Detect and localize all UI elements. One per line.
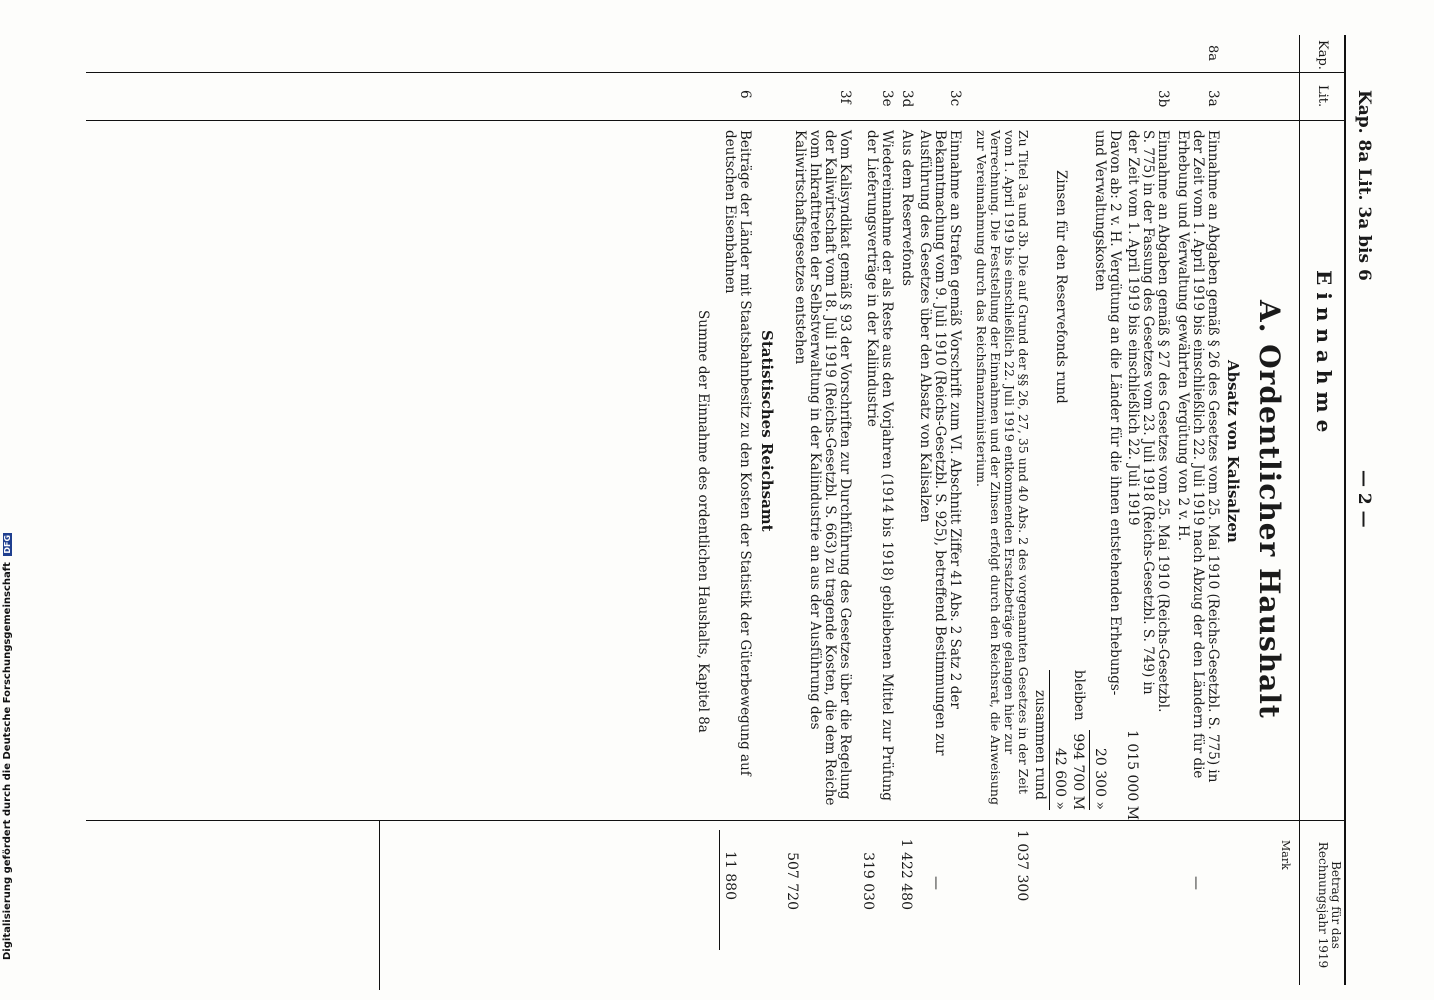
lit-column-header: Lit. xyxy=(1315,85,1330,108)
entry-3b-amount: 1 037 300 xyxy=(1014,830,1030,902)
page-number: — 2 — xyxy=(1354,470,1374,528)
entry-3a-text: Einnahme an Abgaben gemäß § 26 des Gesetzes vom 25. Mai 1910 (Reichs-Gesetzbl. S. 775) in der Zeit vom 1. April 1919 bis einschließlich 22. Juli 1919 nach Abzug der den Ländern für die Erhebung und Verwaltung gewährten Vergütung von 2 v. H. xyxy=(1175,130,1221,783)
entry-3b-text: Einnahme an Abgaben gemäß § 27 des Gesetzes vom 25. Mai 1910 (Reichs-Gesetzbl. S. 775) in der Fassung des Gesetzes vom 23. Juli 1918 (Reichs-Gesetzbl. S. 749) in der Zeit vom 1. April 1919 bis einschließlich 22. Juli 1919 xyxy=(1125,130,1171,713)
entry-3c-amount: — xyxy=(928,876,944,890)
sum-rule xyxy=(1049,670,1050,810)
entry-3e-amount: 319 030 xyxy=(860,852,876,910)
entry-3b-deduction-text: Davon ab: 2 v. H. Vergütung an die Länder für die ihnen entstehenden Erhebungs- und Verwaltungskosten xyxy=(1092,130,1123,696)
entry-3c-text: Einnahme an Strafen gemäß Vorschrift zum VI. Abschnitt Ziffer 41 Abs. 2 Satz 2 der Bekanntmachung vom 9. Juli 1910 (Reichs-Gesetzbl. S. 925), betreffend Bestimmungen zur Ausführung des Gesetzes über den Absatz von Kalisalzen xyxy=(917,130,963,756)
dfg-logo: DFG xyxy=(3,534,12,554)
entry-3d-text: Aus dem Reservefonds xyxy=(899,130,915,286)
zinsen-text: Zinsen für den Reservefonds rund xyxy=(1053,170,1069,404)
lit-6: 6 xyxy=(737,90,753,99)
chapter-number: 8a xyxy=(1205,45,1220,62)
entry-3f-text: Vom Kalisyndikat gemäß § 93 der Vorschriften zur Durchführung des Gesetzes über die Regelung der Kaliwirtschaft vom 18. Juli 1919 (Reichs-Gesetzbl. S. 663) zu tragende Kosten, die dem Reiche vom Inkrafttreten der Selbstverwaltung in der Kaliindustrie an aus der Ausführung des Kaliwirtschaftsgesetzes entstehen xyxy=(792,130,853,806)
lit-3a: 3a xyxy=(1205,90,1221,107)
entry-6-amount: 11 880 xyxy=(722,851,738,900)
chapter-reference: Kap. 8a Lit. 3a bis 6 xyxy=(1354,90,1374,281)
entry-3b-remaining: 994 700 M xyxy=(1070,733,1086,810)
digitization-credit xyxy=(2,0,18,960)
amount-column-divider xyxy=(86,820,1346,821)
note-3a-3b: Zu Titel 3a und 3b. Die auf Grund der §§ 26, 27, 35 und 40 Abs. 2 des vorgenannten Gesetzes in der Zeit vom 1. April 1919 bis einschließlich 22. Juli 1919 entkommenden Ersatzbeträge gelangen hier zur Verrechnung. Die Feststellung der Einnahmen und der Zinsen erfolgt durch den Reichsrat, die Anweisung zur Vereinnahmung durch das Reichsfinanzministerium. xyxy=(974,130,1031,805)
lit-column-divider xyxy=(86,120,1346,121)
entry-3f-amount: 507 720 xyxy=(784,852,800,910)
amount-column-header: Betrag für das Rechnungsjahr 1919 xyxy=(1316,841,1343,969)
entry-3a-amount: — xyxy=(1188,876,1204,890)
lit-3d: 3d xyxy=(899,90,915,108)
budget-page xyxy=(70,30,1380,990)
entry-3b-zinsen: 42 600 » xyxy=(1052,747,1068,810)
entry-3d-amount: 1 422 480 xyxy=(898,838,914,910)
amount-rule xyxy=(379,820,380,990)
budget-title: A. Ordentlicher Haushalt xyxy=(1253,300,1286,719)
bleiben-label: bleiben xyxy=(1071,670,1087,721)
summe-line: Summe der Einnahme des ordentlichen Haushalts, Kapitel 8a xyxy=(695,310,711,733)
entry-6-text: Beiträge der Länder mit Staatsbahnbesitz zu den Kosten der Statistik der Güterbewegung auf deutschen Eisenbahnen xyxy=(722,130,753,776)
entry-3b-gross: 1 015 000 M xyxy=(1124,730,1140,821)
entry-3e-text: Wiedereinnahme der als Reste aus den Vorjahren (1914 bis 1918) gebliebenen Mittel zur Prüfung der Lieferungsverträge in der Kaliindustrie xyxy=(864,130,895,801)
lit-3c: 3c xyxy=(947,90,963,107)
section-title: Einnahme xyxy=(1312,270,1336,440)
unit-label: Mark xyxy=(1279,840,1292,870)
kap-column-header: Kap. xyxy=(1315,40,1330,70)
header-rule xyxy=(1299,35,1300,985)
lit-3e: 3e xyxy=(879,90,895,107)
total-rule xyxy=(719,830,720,950)
subtotal-rule xyxy=(1089,730,1090,810)
credit-text: Digitalisierung gefördert durch die Deutsche Forschungsgemeinschaft xyxy=(2,562,13,960)
lit-3b: 3b xyxy=(1155,90,1171,108)
kap-column-divider xyxy=(86,72,1346,73)
lit-3f: 3f xyxy=(837,90,853,104)
zusammen-label: zusammen rund xyxy=(1032,690,1048,800)
entry-3b-deduction: 20 300 » xyxy=(1092,747,1108,810)
subsection-kalisalze: Absatz von Kalisalzen xyxy=(1224,360,1242,543)
subsection-statistisches-reichsamt: Statistisches Reichsamt xyxy=(758,330,776,532)
top-rule xyxy=(1344,35,1346,985)
